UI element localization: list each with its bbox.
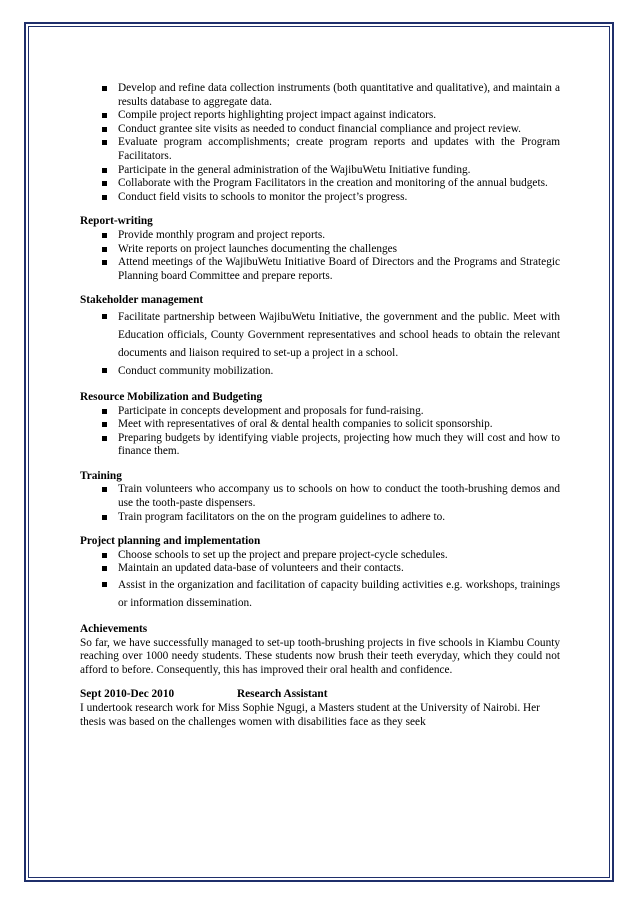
list-item: Choose schools to set up the project and prepare project-cycle schedules.: [80, 549, 560, 563]
square-bullet-icon: [102, 553, 107, 558]
list-item: Develop and refine data collection instruments (both quantitative and qualitative), and maintain a results database to aggregate data.: [80, 82, 560, 109]
achievements-paragraph: So far, we have successfully managed to set-up tooth-brushing projects in five schools in Kiambu County reaching over 1000 needy students. These students now brush their teeth everyday, which they could not afford to before. Consequently, this has improved their oral health and confidence.: [80, 636, 560, 676]
list-item: Conduct grantee site visits as needed to conduct financial compliance and project review.: [80, 123, 560, 137]
section-heading-training: Training: [80, 469, 122, 482]
section-heading-achievements: Achievements: [80, 623, 148, 636]
square-bullet-icon: [102, 181, 107, 186]
square-bullet-icon: [102, 113, 107, 118]
square-bullet-icon: [102, 127, 107, 132]
document-content: [80, 80, 560, 729]
list-item: Facilitate partnership between WajibuWetu Initiative, the government and the public. Meet with Education officials, County Government representatives and school heads to obtain the relevant documents and liaison required to set-up a project in a school.: [80, 308, 560, 362]
square-bullet-icon: [102, 168, 107, 173]
list-item: Train program facilitators on the on the program guidelines to adhere to.: [80, 511, 560, 525]
square-bullet-icon: [102, 436, 107, 441]
section-heading-stakeholder: Stakeholder management: [80, 294, 204, 307]
list-item: Maintain an updated data-base of volunteers and their contacts.: [80, 562, 560, 576]
list-item: Participate in concepts development and proposals for fund-raising.: [80, 405, 560, 419]
report-writing-list: [80, 229, 560, 283]
section-heading-planning: Project planning and implementation: [80, 535, 261, 548]
job-title: Research Assistant: [237, 688, 328, 701]
square-bullet-icon: [102, 86, 107, 91]
list-item: Evaluate program accomplishments; create program reports and updates with the Program Facilitators.: [80, 136, 560, 163]
list-item: Conduct field visits to schools to monitor the project’s progress.: [80, 191, 560, 205]
list-item: Collaborate with the Program Facilitators in the creation and monitoring of the annual budgets.: [80, 177, 560, 191]
list-item: Conduct community mobilization.: [80, 362, 560, 380]
list-item: Provide monthly program and project reports.: [80, 229, 560, 243]
square-bullet-icon: [102, 515, 107, 520]
list-item: Participate in the general administration of the WajibuWetu Initiative funding.: [80, 164, 560, 178]
square-bullet-icon: [102, 247, 107, 252]
square-bullet-icon: [102, 195, 107, 200]
section-heading-report-writing: Report-writing: [80, 215, 153, 228]
training-list: [80, 483, 560, 524]
square-bullet-icon: [102, 368, 107, 373]
list-item: Preparing budgets by identifying viable projects, projecting how much they will cost and how to finance them.: [80, 432, 560, 459]
planning-list: [80, 549, 560, 612]
square-bullet-icon: [102, 140, 107, 145]
square-bullet-icon: [102, 409, 107, 414]
resource-list: [80, 405, 560, 459]
section-heading-resource: Resource Mobilization and Budgeting: [80, 390, 263, 403]
list-item: Attend meetings of the WajibuWetu Initiative Board of Directors and the Programs and Strategic Planning board Committee and prepare reports.: [80, 256, 560, 283]
square-bullet-icon: [102, 314, 107, 319]
list-item: Train volunteers who accompany us to schools on how to conduct the tooth-brushing demos and use the tooth-paste dispensers.: [80, 483, 560, 510]
intro-bullet-list: [80, 82, 560, 204]
list-item: Write reports on project launches documenting the challenges: [80, 243, 560, 257]
square-bullet-icon: [102, 422, 107, 427]
job-dates: Sept 2010-Dec 2010: [80, 688, 175, 701]
square-bullet-icon: [102, 233, 107, 238]
list-item: Meet with representatives of oral & dental health companies to solicit sponsorship.: [80, 418, 560, 432]
list-item: Assist in the organization and facilitation of capacity building activities e.g. workshops, trainings or information dissemination.: [80, 576, 560, 612]
square-bullet-icon: [102, 566, 107, 571]
list-item: Compile project reports highlighting project impact against indicators.: [80, 109, 560, 123]
square-bullet-icon: [102, 582, 107, 587]
square-bullet-icon: [102, 260, 107, 265]
square-bullet-icon: [102, 487, 107, 492]
job-title-line: [80, 688, 560, 702]
stakeholder-list: [80, 308, 560, 380]
research-paragraph: I undertook research work for Miss Sophie Ngugi, a Masters student at the University of Nairobi. Her thesis was based on the challenges women with disabilities face as they seek: [80, 702, 540, 728]
